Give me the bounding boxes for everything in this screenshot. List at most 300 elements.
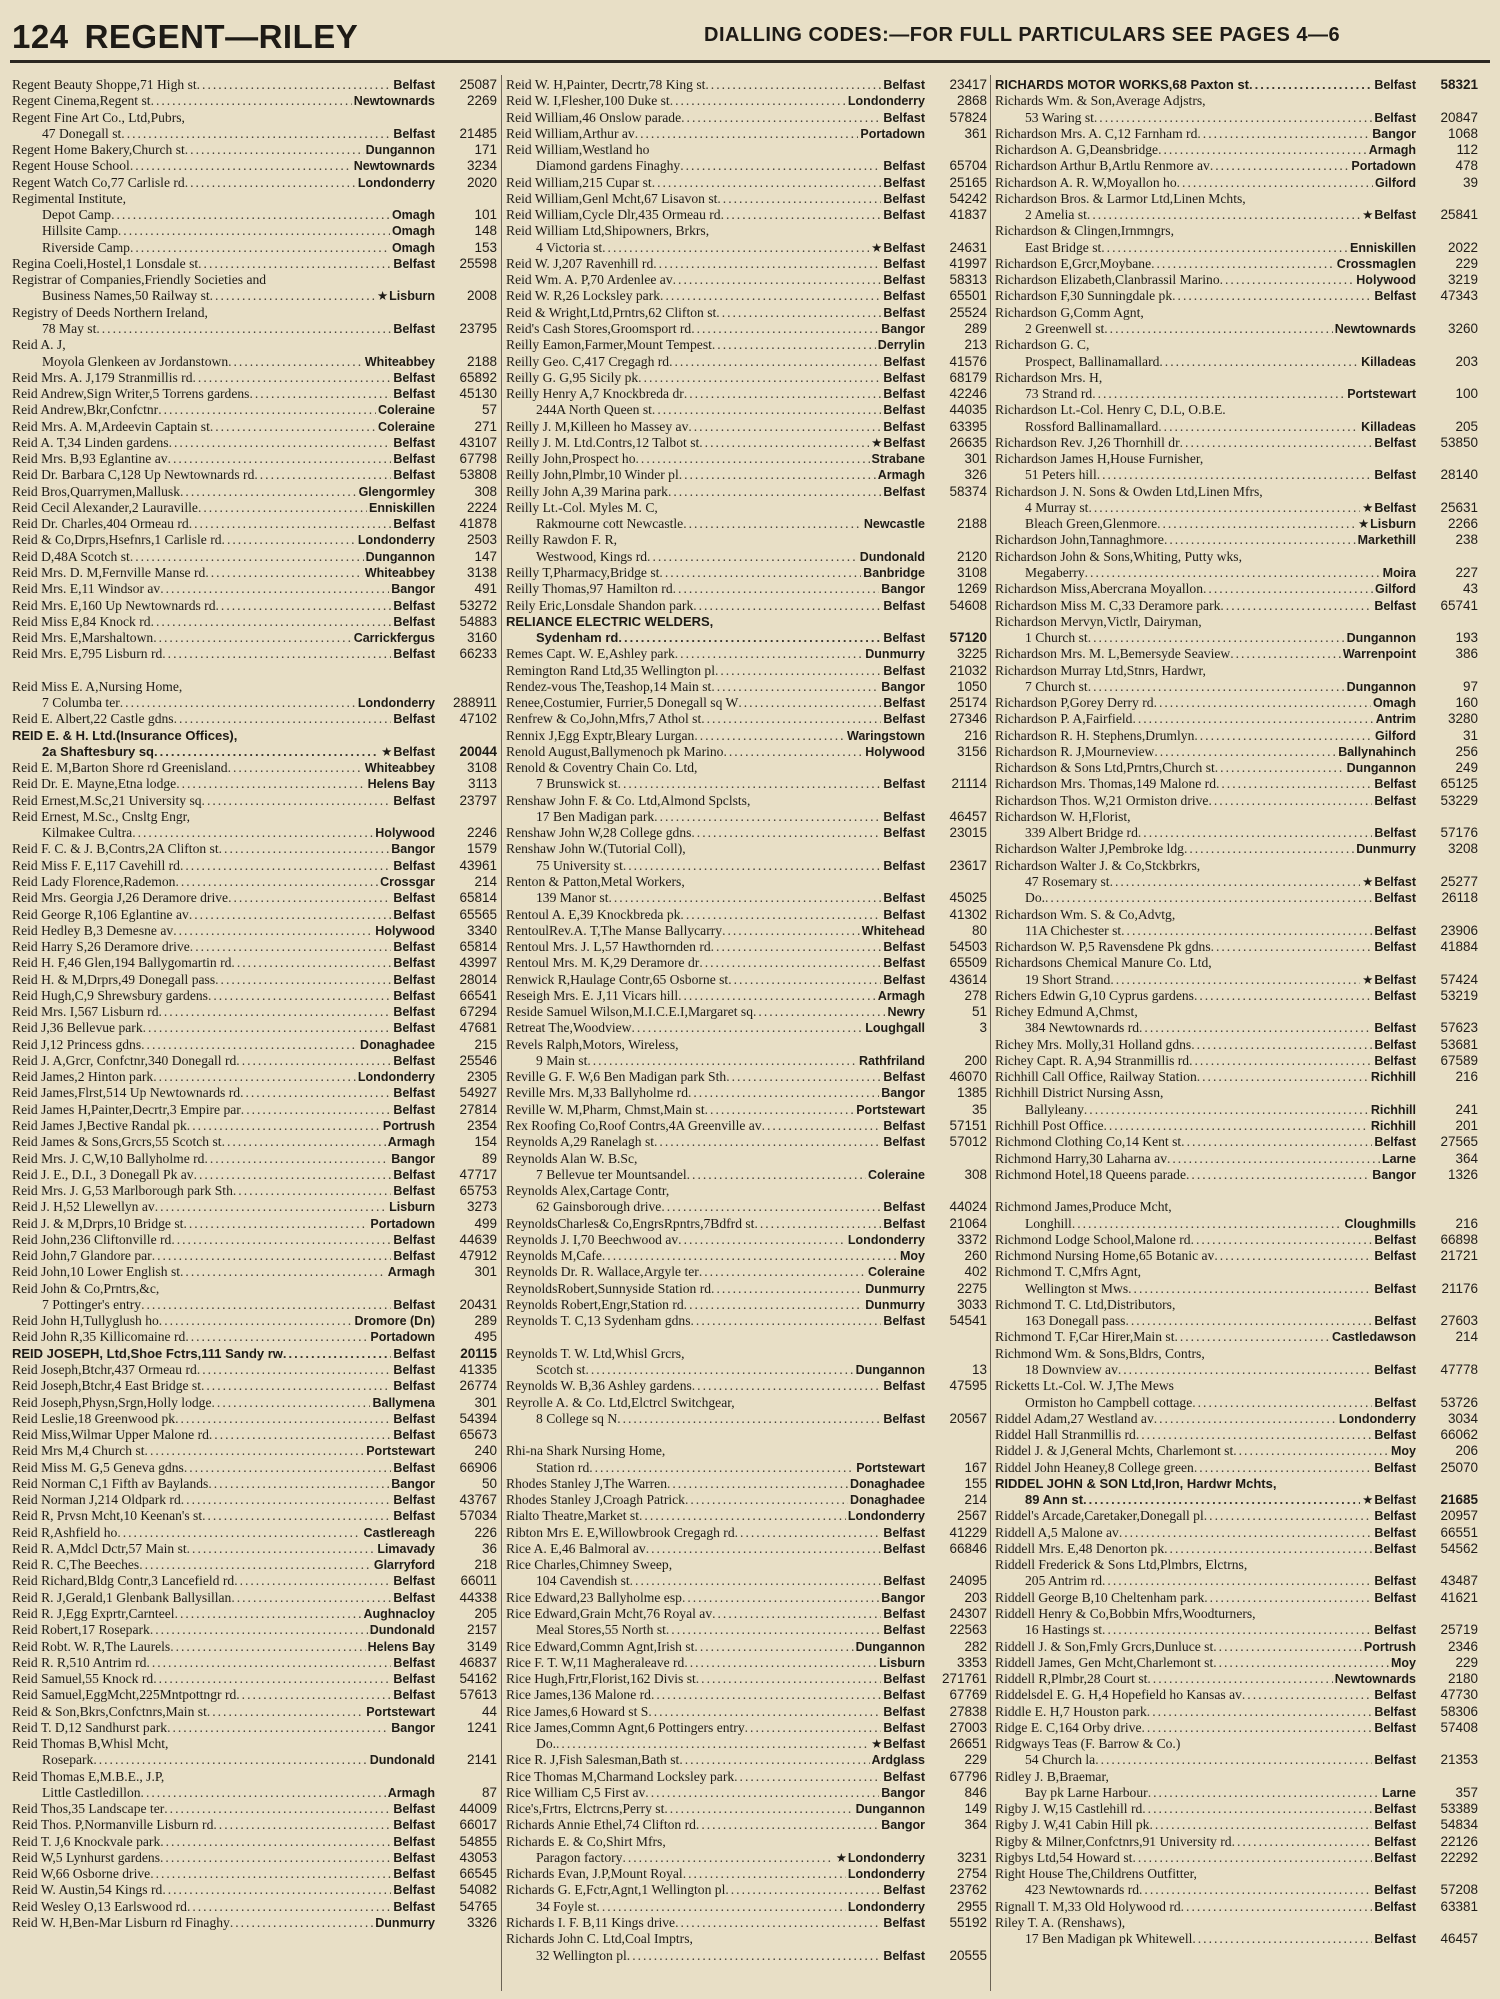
entry-name: Richardson Wm. S. & Co,Advtg, <box>995 906 1176 922</box>
exchange-town <box>1372 1573 1416 1589</box>
exchange-town <box>391 1102 435 1118</box>
directory-entry <box>995 663 1478 679</box>
exchange-town-label: Londonderry <box>357 175 435 190</box>
exchange-town <box>391 386 435 402</box>
leader-dots <box>189 907 392 923</box>
exchange-town <box>364 1443 435 1459</box>
phone-number: 160 <box>1455 695 1478 711</box>
leader-dots <box>692 1378 882 1394</box>
entry-name: Reid Mrs. B,93 Eglantine av <box>12 451 168 467</box>
entry-name: 7 Church st <box>1025 678 1088 694</box>
directory-entry <box>506 907 987 923</box>
directory-entry <box>506 1346 987 1362</box>
entry-name: Richardson A. G,Deansbridge <box>995 142 1159 158</box>
phone-number: 54834 <box>1440 1817 1478 1833</box>
exchange-town <box>391 1004 435 1020</box>
directory-entry <box>506 1183 987 1199</box>
directory-entry <box>506 1102 987 1118</box>
leader-dots <box>678 1232 846 1248</box>
leader-dots <box>711 679 879 695</box>
entry-name: Reid & Co,Drprs,Hsefnrs,1 Carlisle rd <box>12 532 222 548</box>
exchange-town-label: Aughnacloy <box>363 1606 435 1621</box>
directory-entry <box>506 142 987 158</box>
entry-name: 54 Church la <box>1025 1752 1096 1768</box>
exchange-town <box>391 1297 435 1313</box>
phone-number: 58306 <box>1440 1703 1478 1719</box>
exchange-town-label: Portrush <box>1363 1639 1416 1654</box>
directory-entry <box>12 419 497 435</box>
entry-name: Reid R. A,Mdcl Dctr,57 Main st <box>12 1540 187 1556</box>
entry-name: Rigby & Milner,Confctnrs,91 University rd <box>995 1833 1232 1849</box>
phone-number: 43 <box>1462 581 1478 597</box>
exchange-town-label: Dungannon <box>855 1639 925 1654</box>
entry-name: Richmond Clothing Co,14 Kent st <box>995 1134 1182 1150</box>
phone-number: 27565 <box>1440 1134 1478 1150</box>
entry-name: Reynolds W. B,36 Ashley gardens <box>506 1378 692 1394</box>
leader-dots <box>716 305 881 321</box>
leader-dots <box>155 1199 387 1215</box>
leader-dots <box>212 1395 371 1411</box>
directory-entry <box>12 1817 497 1833</box>
exchange-town-label: Belfast <box>1374 208 1416 223</box>
entry-name: Richmond Lodge School,Malone rd <box>995 1231 1191 1247</box>
leader-dots <box>1249 77 1372 93</box>
exchange-town-label: Belfast <box>883 777 925 792</box>
directory-entry <box>506 1297 987 1313</box>
phone-number: 57012 <box>949 1134 987 1150</box>
exchange-town <box>367 500 435 516</box>
entry-name: Richmond T. C. Ltd,Distributors, <box>995 1296 1176 1312</box>
exchange-town-label: Dungannon <box>855 1362 925 1377</box>
directory-entry <box>506 337 987 353</box>
phone-number: 54503 <box>949 939 987 955</box>
leader-dots <box>1180 435 1373 451</box>
directory-entry <box>12 1899 497 1915</box>
exchange-town-label: Belfast <box>1374 1932 1416 1947</box>
leader-dots <box>717 191 881 207</box>
phone-number: 1385 <box>956 1085 987 1101</box>
phone-number: 216 <box>964 727 987 743</box>
leader-dots <box>1211 939 1373 955</box>
leader-dots <box>154 744 379 760</box>
phone-number: 65509 <box>949 955 987 971</box>
exchange-town <box>881 110 925 126</box>
phone-number: 216 <box>1455 1069 1478 1085</box>
exchange-town-label: Belfast <box>1374 289 1416 304</box>
entry-name: Meal Stores,55 North st <box>536 1622 666 1638</box>
exchange-town-label: Belfast <box>1374 1802 1416 1817</box>
exchange-town-label: Belfast <box>393 256 435 271</box>
leader-dots <box>202 793 392 809</box>
phone-number: 47102 <box>459 711 497 727</box>
directory-entry <box>506 1069 987 1085</box>
entry-name: Richardson W. P,5 Ravensdene Pk gdns <box>995 939 1211 955</box>
entry-name: Richmond T. F,Car Hirer,Main st <box>995 1329 1175 1345</box>
directory-entry <box>12 1508 497 1524</box>
leader-dots <box>158 402 376 418</box>
directory-entry <box>995 565 1478 581</box>
entry-name: Ridgways Teas (F. Barrow & Co.) <box>995 1736 1181 1752</box>
exchange-town <box>391 955 435 971</box>
phone-number: 87 <box>481 1784 497 1800</box>
directory-entry <box>995 549 1478 565</box>
leader-dots <box>675 1915 881 1931</box>
leader-dots <box>1125 1313 1372 1329</box>
phone-number: 3340 <box>466 922 497 938</box>
exchange-town-label: Londonderry <box>357 1070 435 1085</box>
leader-dots <box>198 256 391 272</box>
phone-number: 205 <box>1455 418 1478 434</box>
exchange-town <box>1372 793 1416 809</box>
entry-name: Richmond Hotel,18 Queens parade <box>995 1166 1187 1182</box>
directory-entry <box>506 890 987 906</box>
exchange-town-label: Bangor <box>881 582 925 597</box>
entry-name: Richardson W. H,Florist, <box>995 808 1131 824</box>
entry-name: Westwood, Kings rd <box>536 548 648 564</box>
entry-name: 47 Rosemary st <box>1025 874 1110 890</box>
directory-entry <box>995 1395 1478 1411</box>
entry-name: Reid & Son,Bkrs,Confctnrs,Main st <box>12 1703 207 1719</box>
leader-dots <box>141 1785 386 1801</box>
entry-name: Regina Coeli,Hostel,1 Lonsdale st <box>12 255 199 271</box>
leader-dots <box>673 581 880 597</box>
leader-dots <box>1194 988 1372 1004</box>
directory-entry <box>12 1785 497 1801</box>
directory-entry <box>995 1866 1478 1882</box>
exchange-town-label: Dunmurry <box>865 1297 925 1312</box>
entry-name: Reid William,Arthur av <box>506 125 635 141</box>
exchange-town <box>391 1020 435 1036</box>
phone-number: 67294 <box>459 1004 497 1020</box>
phone-number: 2275 <box>956 1280 987 1296</box>
exchange-town-label: Belfast <box>1374 1314 1416 1329</box>
leader-dots <box>653 256 881 272</box>
phone-number: 54855 <box>459 1833 497 1849</box>
entry-name: Reid Samuel,55 Knock rd <box>12 1671 154 1687</box>
directory-entry <box>12 223 497 239</box>
exchange-town <box>391 370 435 386</box>
entry-name: RentoulRev.A. T,The Manse Ballycarry <box>506 922 723 938</box>
phone-number: 2180 <box>1447 1671 1478 1687</box>
exchange-town <box>1370 1167 1416 1183</box>
exchange-town <box>881 1573 925 1589</box>
entry-name: Richey Capt. R. A,94 Stranmillis rd <box>995 1052 1190 1068</box>
exchange-town <box>881 419 925 435</box>
exchange-town-label: Belfast <box>393 1411 435 1426</box>
directory-entry <box>12 1639 497 1655</box>
exchange-town <box>1372 435 1416 451</box>
exchange-town-label: Belfast <box>883 858 925 873</box>
leader-dots <box>173 923 373 939</box>
phone-number: 216 <box>1455 1215 1478 1231</box>
exchange-town <box>391 646 435 662</box>
phone-number: 3160 <box>466 630 497 646</box>
exchange-town <box>881 1216 925 1232</box>
leader-dots <box>705 77 881 93</box>
directory-entry <box>12 370 497 386</box>
exchange-town-label: Belfast <box>1374 1899 1416 1914</box>
directory-entry <box>12 907 497 923</box>
leader-dots <box>596 1899 845 1915</box>
directory-entry <box>506 1736 987 1752</box>
exchange-town-label: Belfast <box>883 1720 925 1735</box>
entry-name: Reid Mrs. I,567 Lisburn rd <box>12 1004 159 1020</box>
directory-entry <box>12 1476 497 1492</box>
phone-number: 66233 <box>459 646 497 662</box>
phone-number: 2346 <box>1447 1638 1478 1654</box>
phone-number: 3033 <box>956 1296 987 1312</box>
leader-dots <box>185 1329 368 1345</box>
exchange-town-label: Belfast <box>393 1574 435 1589</box>
leader-dots <box>254 467 391 483</box>
exchange-town-label: Belfast <box>393 972 435 987</box>
directory-entry <box>506 1313 987 1329</box>
exchange-town <box>375 1541 435 1557</box>
phone-number: 44 <box>481 1703 497 1719</box>
exchange-town <box>1372 467 1416 483</box>
leader-dots <box>160 1850 391 1866</box>
entry-name: Reid D,48A Scotch st <box>12 548 130 564</box>
entry-name: Reid Robt. W. R,The Laurels <box>12 1638 171 1654</box>
leader-dots <box>1215 760 1345 776</box>
leader-dots <box>664 1801 853 1817</box>
exchange-town-label: Lisburn <box>389 1200 435 1215</box>
leader-dots <box>738 695 881 711</box>
leader-dots <box>1136 1427 1372 1443</box>
phone-number: 193 <box>1455 630 1478 646</box>
phone-number: 2955 <box>956 1898 987 1914</box>
directory-entry <box>12 1346 497 1362</box>
entry-name: Richardson Lt.-Col. Henry C, D.L, O.B.E. <box>995 402 1226 418</box>
directory-entry <box>12 354 497 370</box>
exchange-town-label: Belfast <box>393 647 435 662</box>
phone-number: 214 <box>474 874 497 890</box>
leader-dots <box>1197 126 1370 142</box>
phone-number: 2354 <box>466 1118 497 1133</box>
exchange-town-label: Belfast <box>883 1916 925 1931</box>
entry-name: Richers Edwin G,10 Cyprus gardens <box>995 987 1194 1003</box>
phone-number: 3034 <box>1447 1410 1478 1426</box>
entry-name: Reilly G. G,95 Sicily pk <box>506 369 639 385</box>
entry-name: Reyrolle A. & Co. Ltd,Elctrcl Switchgear, <box>506 1394 735 1410</box>
entry-name: Richardson Bros. & Larmor Ltd,Linen Mchts, <box>995 190 1246 206</box>
phone-number: 240 <box>474 1443 497 1459</box>
exchange-town <box>881 858 925 874</box>
entry-name: Reid Miss E. A,Nursing Home, <box>12 678 183 694</box>
exchange-town-label: Belfast <box>1374 1281 1416 1296</box>
directory-entry <box>506 1655 987 1671</box>
leader-dots <box>190 939 392 955</box>
exchange-town <box>363 565 435 581</box>
phone-number: 65501 <box>949 288 987 304</box>
exchange-town-label: Belfast <box>393 1867 435 1882</box>
phone-number: 148 <box>474 223 497 239</box>
directory-entry <box>995 1443 1478 1459</box>
entry-name: Richardson John & Sons,Whiting, Putty wks, <box>995 548 1242 564</box>
directory-entry <box>12 1850 497 1866</box>
exchange-town-label: Belfast <box>1374 1574 1416 1589</box>
leader-dots <box>725 1882 881 1898</box>
directory-entry <box>12 77 497 93</box>
leader-dots <box>194 1167 392 1183</box>
entry-name: Reid J. E., D.I., 3 Donegall Pk av <box>12 1166 194 1182</box>
exchange-town-label: Newry <box>887 1005 925 1020</box>
exchange-town-label: Belfast <box>1374 1590 1416 1605</box>
entry-name: 384 Newtownards rd <box>1025 1020 1140 1036</box>
exchange-town <box>1389 1443 1416 1459</box>
directory-entry <box>995 1264 1478 1280</box>
leader-dots <box>585 1362 853 1378</box>
directory-entry <box>995 1639 1478 1655</box>
leader-dots <box>666 1622 881 1638</box>
exchange-town <box>876 467 925 483</box>
directory-entry <box>506 402 987 418</box>
exchange-town <box>854 1639 925 1655</box>
entry-name: Rice Edward,23 Ballyholme esp <box>506 1589 682 1605</box>
phone-number: 54883 <box>459 613 497 629</box>
directory-entry <box>506 1752 987 1768</box>
entry-name: Reid William,Genl Mcht,67 Lisavon st <box>506 190 718 206</box>
exchange-town <box>1372 776 1416 792</box>
column-divider <box>501 75 502 1991</box>
directory-entry <box>995 1492 1478 1508</box>
leader-dots <box>210 419 376 435</box>
leader-dots <box>659 565 861 581</box>
phone-number: 44024 <box>949 1199 987 1215</box>
exchange-town <box>368 1752 435 1768</box>
exchange-town <box>364 1704 435 1720</box>
exchange-town-label: Belfast <box>393 712 435 727</box>
phone-number: 201 <box>1455 1118 1478 1133</box>
directory-entry <box>995 110 1478 126</box>
phone-number: 65125 <box>1440 776 1478 792</box>
exchange-town <box>391 1866 435 1882</box>
phone-number: 46070 <box>949 1069 987 1085</box>
exchange-town <box>361 1525 435 1541</box>
phone-number: 21353 <box>1440 1752 1478 1768</box>
leader-dots <box>694 728 845 744</box>
exchange-town-label: Belfast <box>393 598 435 613</box>
entry-name: Reid Wm. A. P,70 Ardenlee av <box>506 272 673 288</box>
exchange-town-label: Bangor <box>881 1785 925 1800</box>
exchange-town-label: Belfast <box>393 1086 435 1101</box>
entry-name: Reid Norman C,1 Fifth av Baylands <box>12 1475 209 1491</box>
directory-entry <box>12 972 497 988</box>
directory-entry <box>506 1541 987 1557</box>
leader-dots <box>1083 1492 1360 1508</box>
exchange-town <box>1373 581 1416 597</box>
leader-dots <box>1132 1850 1372 1866</box>
entry-name: Reid Mrs. D. M,Fernville Manse rd <box>12 564 206 580</box>
exchange-town-label: Holywood <box>375 826 435 841</box>
directory-entry <box>506 1704 987 1720</box>
directory-entry <box>506 598 987 614</box>
directory-entry <box>506 1411 987 1427</box>
exchange-town <box>881 158 925 174</box>
directory-entry <box>506 1606 987 1622</box>
leader-dots <box>617 1411 881 1427</box>
entry-name: Regimental Institute, <box>12 190 127 206</box>
exchange-town-label: Londonderry <box>847 1850 925 1865</box>
directory-entry <box>506 1395 987 1411</box>
directory-entry <box>506 1720 987 1736</box>
phone-number: 43961 <box>459 857 497 873</box>
entry-name: Longhill <box>1025 1215 1072 1231</box>
phone-number: 206 <box>1455 1443 1478 1459</box>
directory-column-2 <box>506 77 987 1964</box>
exchange-town <box>391 1655 435 1671</box>
directory-entry <box>506 1850 987 1866</box>
directory-entry <box>506 1264 987 1280</box>
leader-dots <box>1192 1931 1372 1947</box>
exchange-town <box>1372 988 1416 1004</box>
leader-dots <box>159 1004 392 1020</box>
leader-dots <box>180 1264 386 1280</box>
entry-name: Reid Andrew,Bkr,Confctnr <box>12 402 159 418</box>
directory-entry <box>506 1899 987 1915</box>
leader-dots <box>1118 1362 1372 1378</box>
exchange-town <box>391 1899 435 1915</box>
leader-dots <box>618 776 882 792</box>
leader-dots <box>1072 1216 1343 1232</box>
directory-entry <box>995 1720 1478 1736</box>
entry-name: Reid John,236 Cliftonville rd <box>12 1231 172 1247</box>
directory-entry <box>506 1053 987 1069</box>
phone-number: 21114 <box>951 776 987 792</box>
entry-name: Reside Samuel Wilson,M.I.C.E.I,Margaret sq <box>506 1004 754 1020</box>
exchange-town <box>881 1704 925 1720</box>
directory-entry <box>995 744 1478 760</box>
exchange-town <box>1348 240 1416 256</box>
leader-dots <box>669 354 881 370</box>
leader-dots <box>602 240 869 256</box>
exchange-town-label: Belfast <box>393 891 435 906</box>
entry-name: Reid E. M,Barton Shore rd Greenisland <box>12 760 228 776</box>
entry-name: Richardson G. C, <box>995 337 1090 353</box>
phone-number: 218 <box>474 1557 497 1573</box>
directory-entry <box>995 321 1478 337</box>
leader-dots <box>753 1004 885 1020</box>
directory-entry <box>12 467 497 483</box>
exchange-town-label: Belfast <box>393 387 435 402</box>
phone-number: 65892 <box>459 369 497 385</box>
entry-name: Reid Leslie,18 Greenwood pk <box>12 1410 176 1426</box>
directory-entry <box>506 288 987 304</box>
entry-name: Reid R, Prvsn Mcht,10 Keenan's st <box>12 1508 203 1524</box>
directory-entry <box>506 305 987 321</box>
exchange-town-label: Dungannon <box>1346 679 1416 694</box>
exchange-town <box>1360 972 1416 988</box>
entry-name: Megaberry <box>1025 564 1085 580</box>
phone-number: 23417 <box>949 77 987 92</box>
exchange-town <box>386 1785 435 1801</box>
leader-dots <box>660 288 881 304</box>
entry-name: Reid Thos. P,Normanville Lisburn rd <box>12 1817 214 1833</box>
exchange-town <box>879 1085 925 1101</box>
directory-entry <box>12 175 497 191</box>
entry-name: Reid Thomas B,Whisl Mcht, <box>12 1736 169 1752</box>
exchange-town-label: Killadeas <box>1361 419 1416 434</box>
exchange-town-label: Richhill <box>1370 1119 1416 1133</box>
directory-entry <box>506 1525 987 1541</box>
exchange-town <box>376 402 435 418</box>
exchange-town <box>357 484 435 500</box>
directory-entry <box>995 679 1478 695</box>
dialling-codes-note: DIALLING CODES:—FOR FULL PARTICULARS SEE PAGES 4—6 <box>704 24 1341 46</box>
exchange-town <box>391 890 435 906</box>
exchange-town-label: Belfast <box>393 1818 435 1833</box>
exchange-town-label: Belfast <box>393 78 435 92</box>
